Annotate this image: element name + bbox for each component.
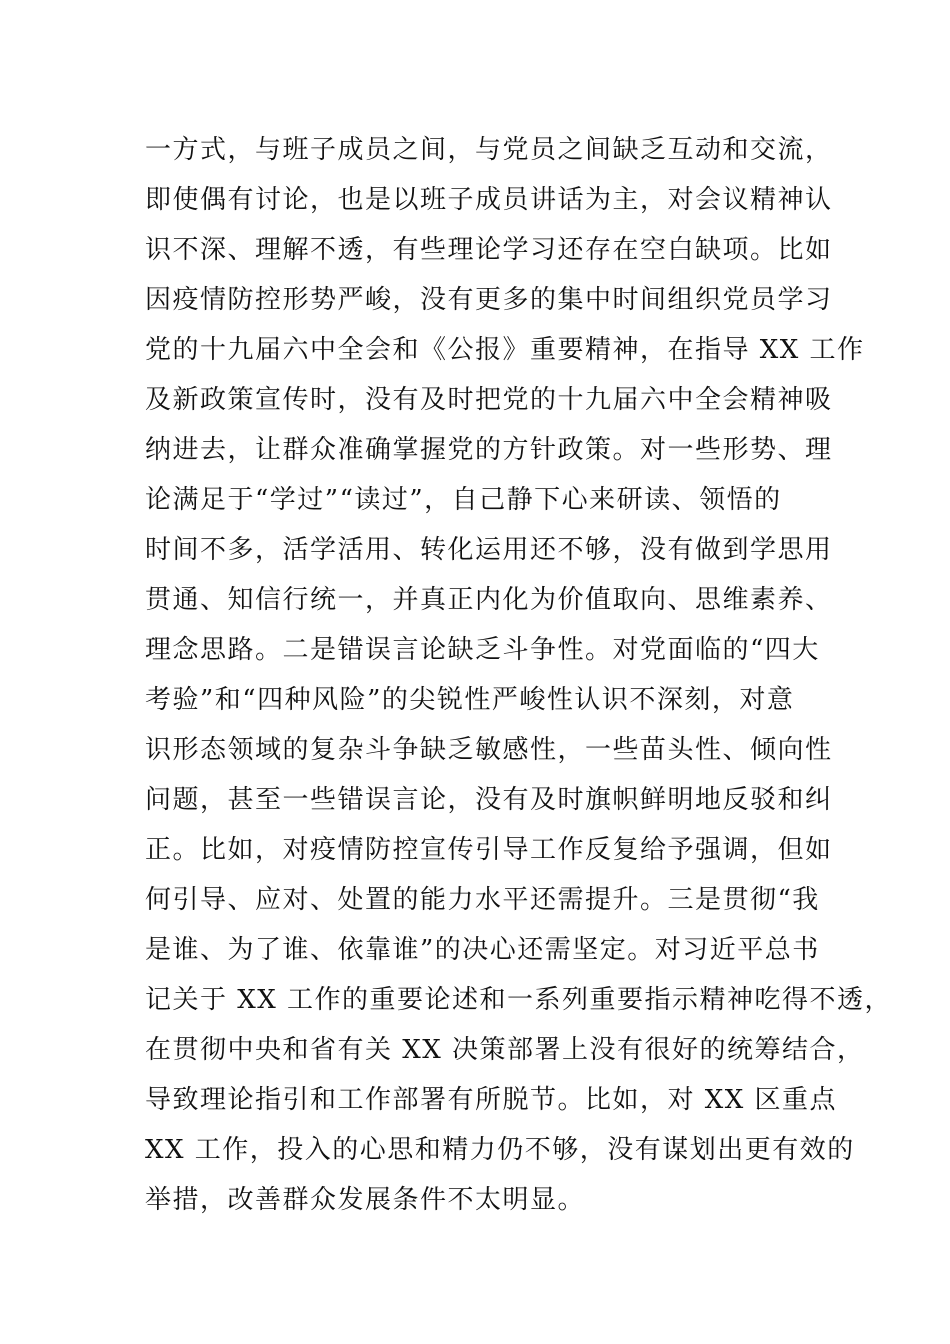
paragraph-line: 因疫情防控形势严峻，没有更多的集中时间组织党员学习 xyxy=(145,285,833,315)
paragraph-line: 贯通、知信行统一，并真正内化为价值取向、思维素养、 xyxy=(145,585,833,615)
paragraph-line: 正。比如，对疫情防控宣传引导工作反复给予强调，但如 xyxy=(145,835,833,865)
paragraph-line: 导致理论指引和工作部署有所脱节。比如，对 XX 区重点 xyxy=(145,1085,838,1115)
paragraph-line: 是谁、为了谁、依靠谁”的决心还需坚定。对习近平总书 xyxy=(145,935,820,965)
paragraph-line: 党的十九届六中全会和《公报》重要精神，在指导 XX 工作 xyxy=(145,335,865,365)
paragraph-line: 何引导、应对、处置的能力水平还需提升。三是贯彻“我 xyxy=(145,885,820,915)
paragraph-line: 纳进去，让群众准确掌握党的方针政策。对一些形势、理 xyxy=(145,435,833,465)
paragraph-line: 识不深、理解不透，有些理论学习还存在空白缺项。比如 xyxy=(145,235,833,265)
paragraph-line: XX 工作，投入的心思和精力仍不够，没有谋划出更有效的 xyxy=(145,1135,855,1165)
paragraph-line: 问题，甚至一些错误言论，没有及时旗帜鲜明地反驳和纠 xyxy=(145,785,833,815)
paragraph-line: 识形态领域的复杂斗争缺乏敏感性，一些苗头性、倾向性 xyxy=(145,735,833,765)
paragraph-line: 记关于 XX 工作的重要论述和一系列重要指示精神吃得不透， xyxy=(145,985,893,1015)
paragraph-line: 理念思路。二是错误言论缺乏斗争性。对党面临的“四大 xyxy=(145,635,820,665)
paragraph-line: 在贯彻中央和省有关 XX 决策部署上没有很好的统筹结合， xyxy=(145,1035,865,1065)
paragraph-line: 及新政策宣传时，没有及时把党的十九届六中全会精神吸 xyxy=(145,385,833,415)
paragraph-line: 论满足于“学过”“读过”，自己静下心来研读、领悟的 xyxy=(145,485,782,515)
paragraph-line: 一方式，与班子成员之间，与党员之间缺乏互动和交流， xyxy=(145,135,833,165)
paragraph-line: 即使偶有讨论，也是以班子成员讲话为主，对会议精神认 xyxy=(145,185,833,215)
paragraph-line: 考验”和“四种风险”的尖锐性严峻性认识不深刻，对意 xyxy=(145,685,795,715)
paragraph-line: 时间不多，活学活用、转化运用还不够，没有做到学思用 xyxy=(145,535,833,565)
paragraph-line: 举措，改善群众发展条件不太明显。 xyxy=(145,1185,586,1215)
